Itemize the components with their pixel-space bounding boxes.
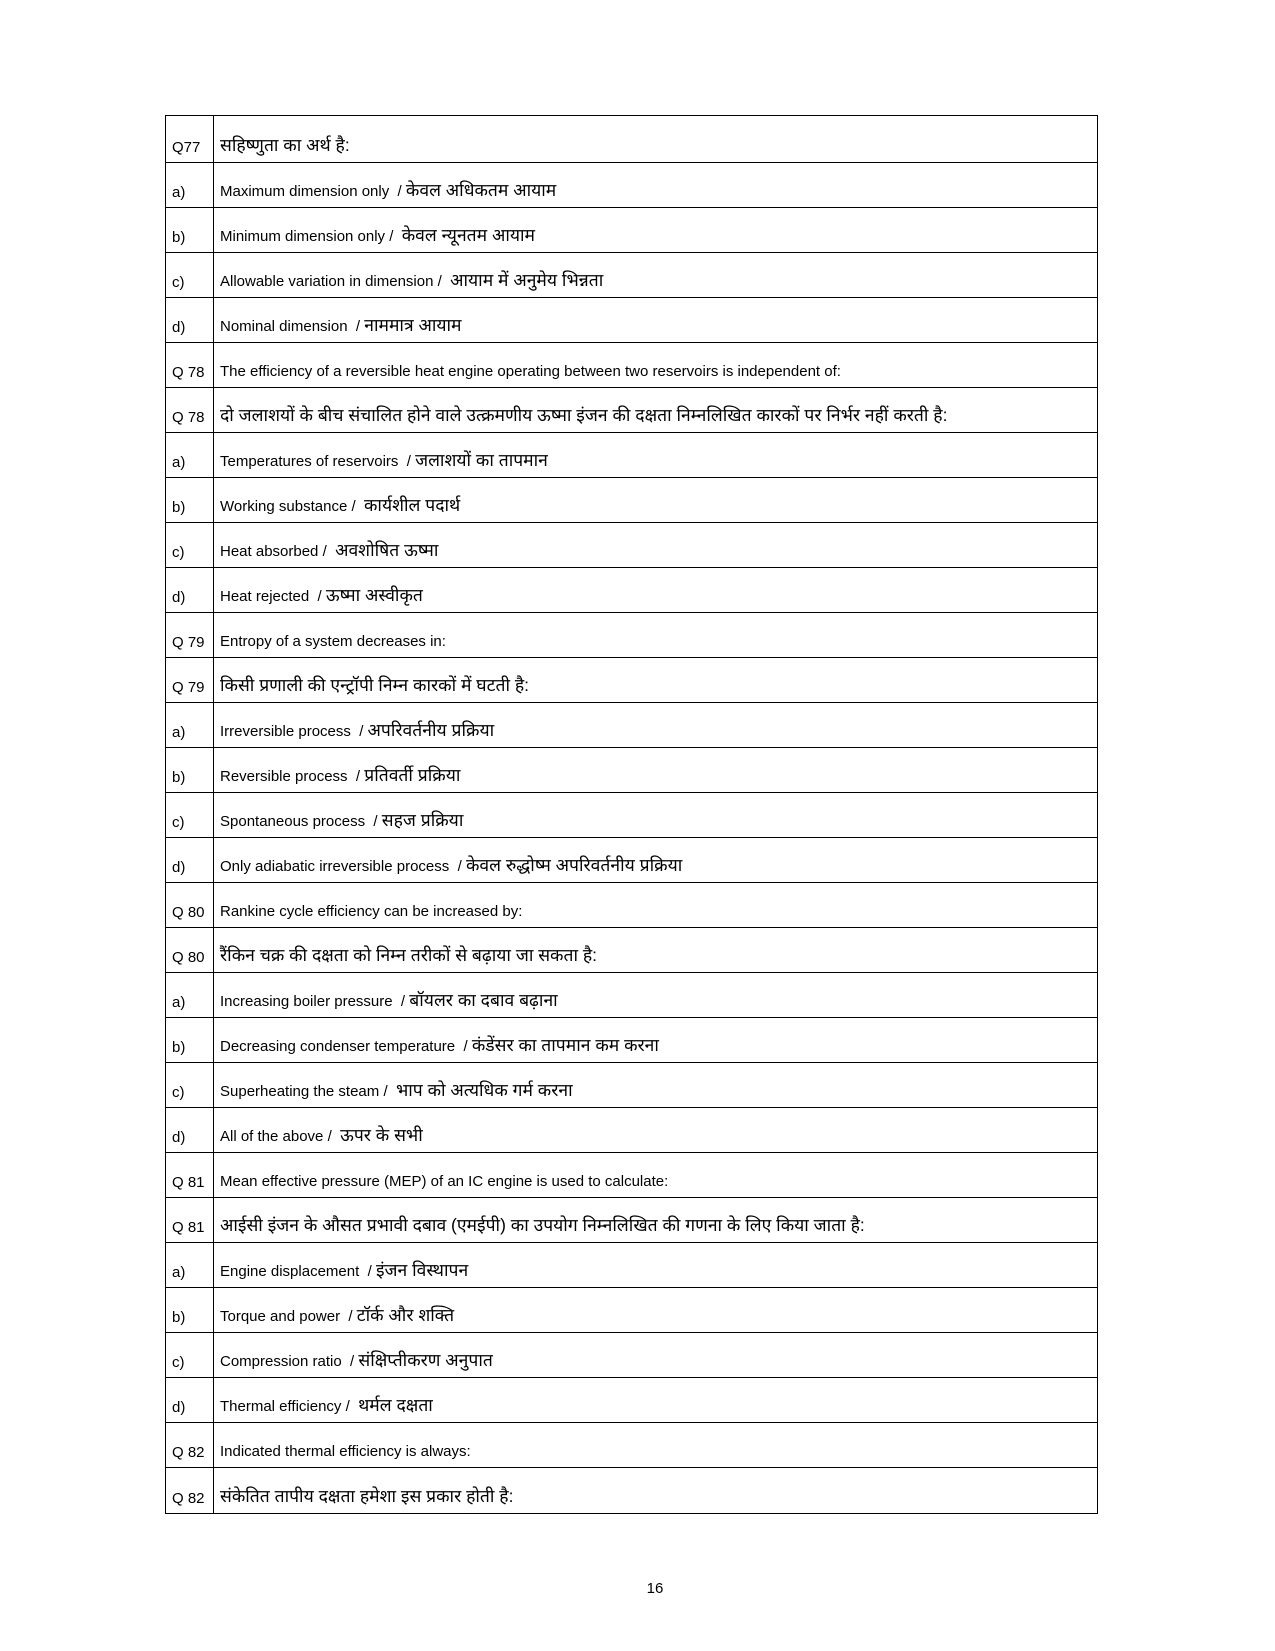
row-text [220, 1216, 865, 1236]
row-label-cell [166, 1333, 214, 1377]
row-label: a) [172, 723, 186, 741]
text-hindi: दो जलाशयों के बीच संचालित होने वाले उत्क्रमणीय ऊष्मा इंजन की दक्षता निम्नलिखित कारकों पर निर्भर नहीं करती है: [220, 405, 948, 426]
row-label-cell [166, 1108, 214, 1152]
row-text [220, 1306, 454, 1326]
text-hindi: भाप को अत्यधिक गर्म करना [395, 1080, 573, 1101]
row-text-cell [214, 433, 1097, 477]
row-text [220, 181, 556, 201]
row-text [220, 991, 558, 1011]
row-label: Q 79 [172, 633, 205, 651]
row-label: Q 81 [172, 1218, 205, 1236]
text-english: Allowable variation in dimension / [220, 273, 451, 291]
table-row [166, 523, 1097, 568]
text-english: Irreversible process / [220, 723, 368, 741]
row-label: Q 82 [172, 1489, 205, 1507]
text-english: Spontaneous process / [220, 813, 382, 831]
text-hindi: अवशोषित ऊष्मा [335, 540, 439, 561]
question-table [165, 115, 1098, 1514]
table-row [166, 1198, 1097, 1243]
row-text-cell [214, 1153, 1097, 1197]
row-text [220, 901, 522, 921]
row-text-cell [214, 116, 1097, 162]
row-label: d) [172, 588, 186, 606]
table-row [166, 658, 1097, 703]
text-hindi: केवल अधिकतम आयाम [405, 180, 557, 201]
text-hindi: अपरिवर्तनीय प्रक्रिया [367, 720, 495, 741]
text-hindi: नाममात्र आयाम [364, 315, 462, 336]
text-english: Thermal efficiency / [220, 1398, 359, 1416]
row-text-cell [214, 793, 1097, 837]
table-row [166, 748, 1097, 793]
row-label-cell [166, 883, 214, 927]
row-text [220, 226, 535, 246]
row-label: Q 78 [172, 363, 205, 381]
row-text [220, 766, 460, 786]
row-label-cell [166, 1378, 214, 1422]
row-label-cell [166, 613, 214, 657]
row-text-cell [214, 1243, 1097, 1287]
row-label: b) [172, 498, 186, 516]
row-text-cell [214, 1063, 1097, 1107]
row-text [220, 451, 548, 471]
row-label-cell [166, 208, 214, 252]
row-text-cell [214, 748, 1097, 792]
text-hindi: टॉर्क और शक्ति [356, 1305, 455, 1326]
row-text [220, 631, 446, 651]
row-label-cell [166, 973, 214, 1017]
text-english: Nominal dimension / [220, 318, 365, 336]
text-english: Decreasing condenser temperature / [220, 1038, 472, 1056]
row-text [220, 1036, 659, 1056]
table-row [166, 1108, 1097, 1153]
table-row [166, 1063, 1097, 1108]
row-label-cell [166, 838, 214, 882]
table-row [166, 1018, 1097, 1063]
text-english: Entropy of a system decreases in: [220, 633, 446, 651]
row-label: Q 79 [172, 678, 205, 696]
table-row [166, 613, 1097, 658]
row-text [220, 1081, 573, 1101]
row-text-cell [214, 208, 1097, 252]
row-text-cell [214, 928, 1097, 972]
text-english: Working substance / [220, 498, 364, 516]
row-label-cell [166, 703, 214, 747]
text-english: Minimum dimension only / [220, 228, 402, 246]
row-text [220, 136, 350, 156]
row-text-cell [214, 523, 1097, 567]
row-text [220, 811, 463, 831]
table-row [166, 1153, 1097, 1198]
row-text-cell [214, 298, 1097, 342]
row-label: Q77 [172, 138, 201, 156]
table-row [166, 1333, 1097, 1378]
row-label-cell [166, 1243, 214, 1287]
text-hindi: केवल न्यूनतम आयाम [401, 225, 535, 246]
row-text [220, 361, 841, 381]
table-row [166, 928, 1097, 973]
table-row [166, 1468, 1097, 1513]
table-row [166, 253, 1097, 298]
row-text-cell [214, 658, 1097, 702]
row-text [220, 406, 947, 426]
row-label-cell [166, 1468, 214, 1513]
text-hindi: किसी प्रणाली की एन्ट्रॉपी निम्न कारकों में घटती है: [220, 675, 529, 696]
text-hindi: सहज प्रक्रिया [381, 810, 464, 831]
text-hindi: आयाम में अनुमेय भिन्नता [450, 270, 604, 291]
row-text-cell [214, 1018, 1097, 1062]
row-text [220, 316, 462, 336]
text-english: Superheating the steam / [220, 1083, 396, 1101]
row-text-cell [214, 1423, 1097, 1467]
row-text [220, 271, 603, 291]
table-row [166, 163, 1097, 208]
row-label: b) [172, 768, 186, 786]
text-hindi: थर्मल दक्षता [358, 1395, 433, 1416]
table-row [166, 478, 1097, 523]
row-label-cell [166, 1288, 214, 1332]
table-row [166, 1378, 1097, 1423]
row-label: b) [172, 1308, 186, 1326]
text-english: Temperatures of reservoirs / [220, 453, 416, 471]
row-label-cell [166, 1423, 214, 1467]
row-label: a) [172, 1263, 186, 1281]
row-text [220, 1441, 471, 1461]
text-english: Only adiabatic irreversible process / [220, 858, 466, 876]
text-english: Indicated thermal efficiency is always: [220, 1443, 471, 1461]
row-label: Q 81 [172, 1173, 205, 1191]
row-label: d) [172, 1398, 186, 1416]
row-text-cell [214, 883, 1097, 927]
text-hindi: जलाशयों का तापमान [415, 450, 548, 471]
text-hindi: रैंकिन चक्र की दक्षता को निम्न तरीकों से बढ़ाया जा सकता है: [220, 945, 598, 966]
row-text [220, 1351, 493, 1371]
table-row [166, 568, 1097, 613]
table-row [166, 116, 1097, 163]
row-label-cell [166, 748, 214, 792]
row-label: c) [172, 543, 185, 561]
text-english: Reversible process / [220, 768, 365, 786]
text-english: Heat rejected / [220, 588, 326, 606]
text-english: Increasing boiler pressure / [220, 993, 410, 1011]
text-english: Heat absorbed / [220, 543, 336, 561]
row-label: Q 80 [172, 903, 205, 921]
row-text [220, 856, 682, 876]
row-text [220, 541, 438, 561]
row-text-cell [214, 1108, 1097, 1152]
row-text-cell [214, 703, 1097, 747]
table-row [166, 703, 1097, 748]
row-text [220, 946, 597, 966]
text-english: The efficiency of a reversible heat engine operating between two reservoirs is independent of: [220, 363, 841, 381]
row-label-cell [166, 523, 214, 567]
table-row [166, 883, 1097, 928]
table-row [166, 298, 1097, 343]
row-label-cell [166, 116, 214, 162]
text-hindi: संकेतित तापीय दक्षता हमेशा इस प्रकार होती है: [220, 1486, 514, 1507]
row-text [220, 721, 494, 741]
row-label-cell [166, 253, 214, 297]
row-label-cell [166, 1198, 214, 1242]
text-hindi: कंडेंसर का तापमान कम करना [471, 1035, 659, 1056]
text-hindi: ऊष्मा अस्वीकृत [325, 585, 423, 606]
row-text-cell [214, 613, 1097, 657]
row-text [220, 496, 460, 516]
row-text-cell [214, 253, 1097, 297]
row-label: b) [172, 1038, 186, 1056]
row-text-cell [214, 1198, 1097, 1242]
text-hindi: संक्षिप्तीकरण अनुपात [358, 1350, 493, 1371]
text-english: Mean effective pressure (MEP) of an IC engine is used to calculate: [220, 1173, 669, 1191]
row-label: c) [172, 273, 185, 291]
row-label-cell [166, 568, 214, 612]
row-label-cell [166, 793, 214, 837]
text-hindi: केवल रुद्धोष्म अपरिवर्तनीय प्रक्रिया [465, 855, 683, 876]
row-text-cell [214, 838, 1097, 882]
table-row [166, 1243, 1097, 1288]
row-text-cell [214, 568, 1097, 612]
row-label-cell [166, 1063, 214, 1107]
text-hindi: सहिष्णुता का अर्थ है: [220, 135, 350, 156]
row-label-cell [166, 1153, 214, 1197]
row-label: Q 80 [172, 948, 205, 966]
table-row [166, 208, 1097, 253]
row-label: c) [172, 1083, 185, 1101]
table-row [166, 433, 1097, 478]
row-text [220, 586, 423, 606]
row-label-cell [166, 343, 214, 387]
text-english: Rankine cycle efficiency can be increased by: [220, 903, 523, 921]
row-text-cell [214, 388, 1097, 432]
row-label-cell [166, 388, 214, 432]
row-text [220, 1487, 513, 1507]
row-text [220, 1396, 433, 1416]
row-label: d) [172, 1128, 186, 1146]
text-hindi: प्रतिवर्ती प्रक्रिया [364, 765, 461, 786]
row-label: b) [172, 228, 186, 246]
row-text-cell [214, 1468, 1097, 1513]
text-english: Engine displacement / [220, 1263, 376, 1281]
row-label: c) [172, 1353, 185, 1371]
table-row [166, 1288, 1097, 1333]
row-label-cell [166, 658, 214, 702]
row-label: Q 82 [172, 1443, 205, 1461]
text-english: Torque and power / [220, 1308, 357, 1326]
text-english: Compression ratio / [220, 1353, 359, 1371]
row-label: a) [172, 993, 186, 1011]
row-text-cell [214, 1378, 1097, 1422]
row-text-cell [214, 973, 1097, 1017]
table-row [166, 388, 1097, 433]
row-text-cell [214, 1333, 1097, 1377]
text-hindi: बॉयलर का दबाव बढ़ाना [409, 990, 558, 1011]
page-number: 16 [646, 1580, 664, 1597]
row-label-cell [166, 478, 214, 522]
table-row [166, 838, 1097, 883]
text-hindi: इंजन विस्थापन [375, 1260, 469, 1281]
table-row [166, 1423, 1097, 1468]
row-label: c) [172, 813, 185, 831]
row-label: d) [172, 318, 186, 336]
row-text [220, 1126, 423, 1146]
row-text [220, 676, 529, 696]
table-row [166, 973, 1097, 1018]
text-english: All of the above / [220, 1128, 341, 1146]
row-label: a) [172, 183, 186, 201]
text-english: Maximum dimension only / [220, 183, 406, 201]
row-label: Q 78 [172, 408, 205, 426]
row-text-cell [214, 163, 1097, 207]
row-text-cell [214, 1288, 1097, 1332]
text-hindi: आईसी इंजन के औसत प्रभावी दबाव (एमईपी) का उपयोग निम्नलिखित की गणना के लिए किया जाता है: [220, 1215, 865, 1236]
row-label-cell [166, 928, 214, 972]
row-label-cell [166, 1018, 214, 1062]
table-row [166, 343, 1097, 388]
row-text-cell [214, 478, 1097, 522]
row-label: a) [172, 453, 186, 471]
row-text-cell [214, 343, 1097, 387]
text-hindi: कार्यशील पदार्थ [363, 495, 461, 516]
text-hindi: ऊपर के सभी [340, 1125, 423, 1146]
row-label-cell [166, 298, 214, 342]
table-row [166, 793, 1097, 838]
row-label-cell [166, 163, 214, 207]
row-label: d) [172, 858, 186, 876]
row-label-cell [166, 433, 214, 477]
row-text [220, 1261, 468, 1281]
row-text [220, 1171, 668, 1191]
